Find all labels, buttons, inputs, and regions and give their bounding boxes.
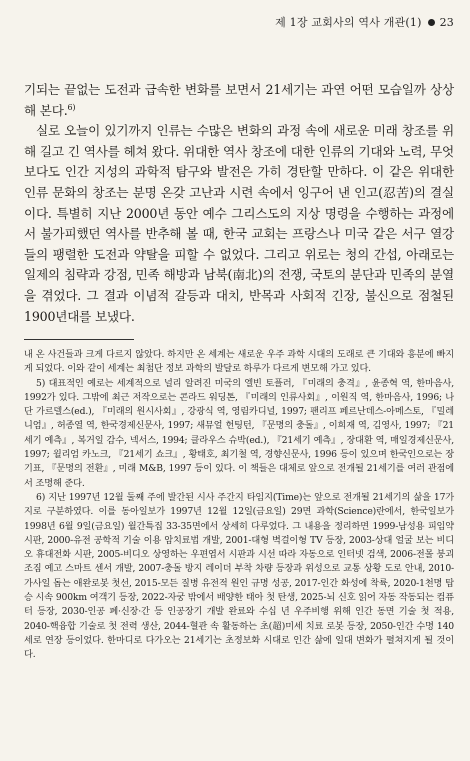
paragraph-2: 실로 오늘이 있기까지 인류는 수많은 변화의 과정 속에 새로운 미래 창조를 위해 길고 긴 역사를 헤쳐 왔다. 위대한 역사 창조에 대한 인류의 기대와 노력, 무엇보다도 인간 지성의 과학적 탐구와 발전은 가히 경탄할 만하다. 이 같은 위대한 인류 문화의 창조는 분명 온갖 고난과 시련 속에서 잉구어 낸 인고(忍苦)의 결실이다. 특별히 지난 2000년 동안 예수 그리스도의 지상 명령을 수행하는 과정에서 불가피했던 역사를 반추해 볼 때, 한국 교회는 프랑스나 미국 같은 서구 열강들의 팽렬한 도전과 약탈을 피할 수 없었다. 그리고 위로는 청의 간섭, 아래로는 일제의 침략과 강점, 민족 해방과 남북(南北)의 전쟁, 국토의 분단과 민족의 분열을 겪었다. 그 결과 이념적 갈등과 대치, 반목과 사회적 긴장, 불신으로 점철된 1900년대를 보냈다. xyxy=(24,123,454,324)
paragraph-1 xyxy=(24,80,454,121)
page-number: 23 xyxy=(439,16,454,29)
footnotes xyxy=(24,348,454,663)
paragraph-1-text: 기되는 끝없는 도전과 급속한 변화를 보면서 21세기는 과연 어떤 모습일까 상상해 본다. xyxy=(24,82,454,118)
bullet-icon xyxy=(428,19,435,26)
footnote-5: 5) 대표적인 예로는 세계적으로 널리 알려진 미국의 엘빈 토플러, 『미래의 충격』, 윤종혁 역, 한마음사, 1992가 있다. 그밖에 최근 저작으로는 콘라드 워딩톤, 『미래의 인류사회』, 이원직 역, 한마음사, 1996; 나단 가르델스(ed.), 『미래의 원시사회』, 강광식 역, 영림카디널, 1997; 팬리프 페르난데스-아메스토, 『밀레니엄』, 허종열 역, 한국경제신문사, 1997; 새뮤얼 헌팅턴, 『문명의 충돌』, 이희재 역, 김영사, 1997; 『21세기 예측』, 복거일 감수, 넥서스, 1994; 클라우스 슈박(ed.), 『21세기 예측』, 장대환 역, 매일경제신문사, 1997; 윌리엄 카노크, 『21세기 쇼크』, 황태호, 최기철 역, 경향신문사, 1996 등이 있으며 한국인으로는 장기표, 『문명의 전환』, 미래 M&B, 1997 등이 있다. 이 책들은 대체로 앞으로 전개될 21세기를 여러 관점에서 조명해 준다. xyxy=(24,377,454,489)
footnote-ref-6[interactable]: 6) xyxy=(67,102,76,112)
footnote-continuation: 내 온 사건들과 크게 다르지 않았다. 하지만 온 세계는 새로운 우주 과학 시대의 도래로 큰 기대와 흥분에 빠지게 되었다. 이와 같이 세계는 최첨단 정보 과학의 발달로 하루가 다르게 변모해 가고 있다. xyxy=(24,349,454,375)
chapter-title: 제 1장 교회사의 역사 개관(1) xyxy=(275,16,422,29)
running-header xyxy=(275,14,454,30)
footnote-6: 6) 지난 1997년 12월 둘째 주에 발간된 시사 주간지 타임지(Time)는 앞으로 전개될 21세기의 삶을 17가지로 구분하였다. 이를 동아일보가 1997년 12월 12일(금요일) 29면 과학(Science)란에서, 한국일보가 1998년 6월 9일(금요일) 월간특집 33-35면에서 상세히 다루었다. 그 내용을 정리하면 1999-남성용 피임약 시판, 2000-유전 공학적 기술 이용 암치료법 개발, 2001-대형 벽걸이형 TV 등장, 2003-상대 얼굴 보는 비디오 휴대전화 시판, 2005-비디오 상영하는 우편엽서 시판과 시선 따라 자동으로 인터넷 검색, 2006-전몰 붕괴 조짐 예고 스마트 센서 개발, 2007-충돌 방지 레이더 부착 차량 등장과 위성으로 교통 상황 도로 안내, 2010-가사일 돕는 애완로봇 첫선, 2015-모든 질병 유전적 원인 규명 성공, 2017-인간 화성에 착륙, 2020-1천명 탑승 시속 900km 여객기 등장, 2022-자궁 밖에서 배양한 태아 첫 탄생, 2025-뇌 신호 읽어 자동 작동되는 컴퓨터 등장, 2030-인공 폐·신장·간 등 인공장기 개발 완료와 수십 년 우주비행 위해 인간 동면 기술 첫 적용, 2040-핵융합 기술로 첫 전력 생산, 2044-혈관 속 활동하는 초(超)미세 치료 로봇 등장, 2050-인간 수명 140세로 연장 등이었다. 한마디로 다가오는 21세기는 초정보화 시대로 인간 삶에 일대 변화가 펼쳐지게 될 것이다. xyxy=(24,491,454,661)
main-text xyxy=(24,80,454,327)
footnote-divider xyxy=(24,339,134,340)
